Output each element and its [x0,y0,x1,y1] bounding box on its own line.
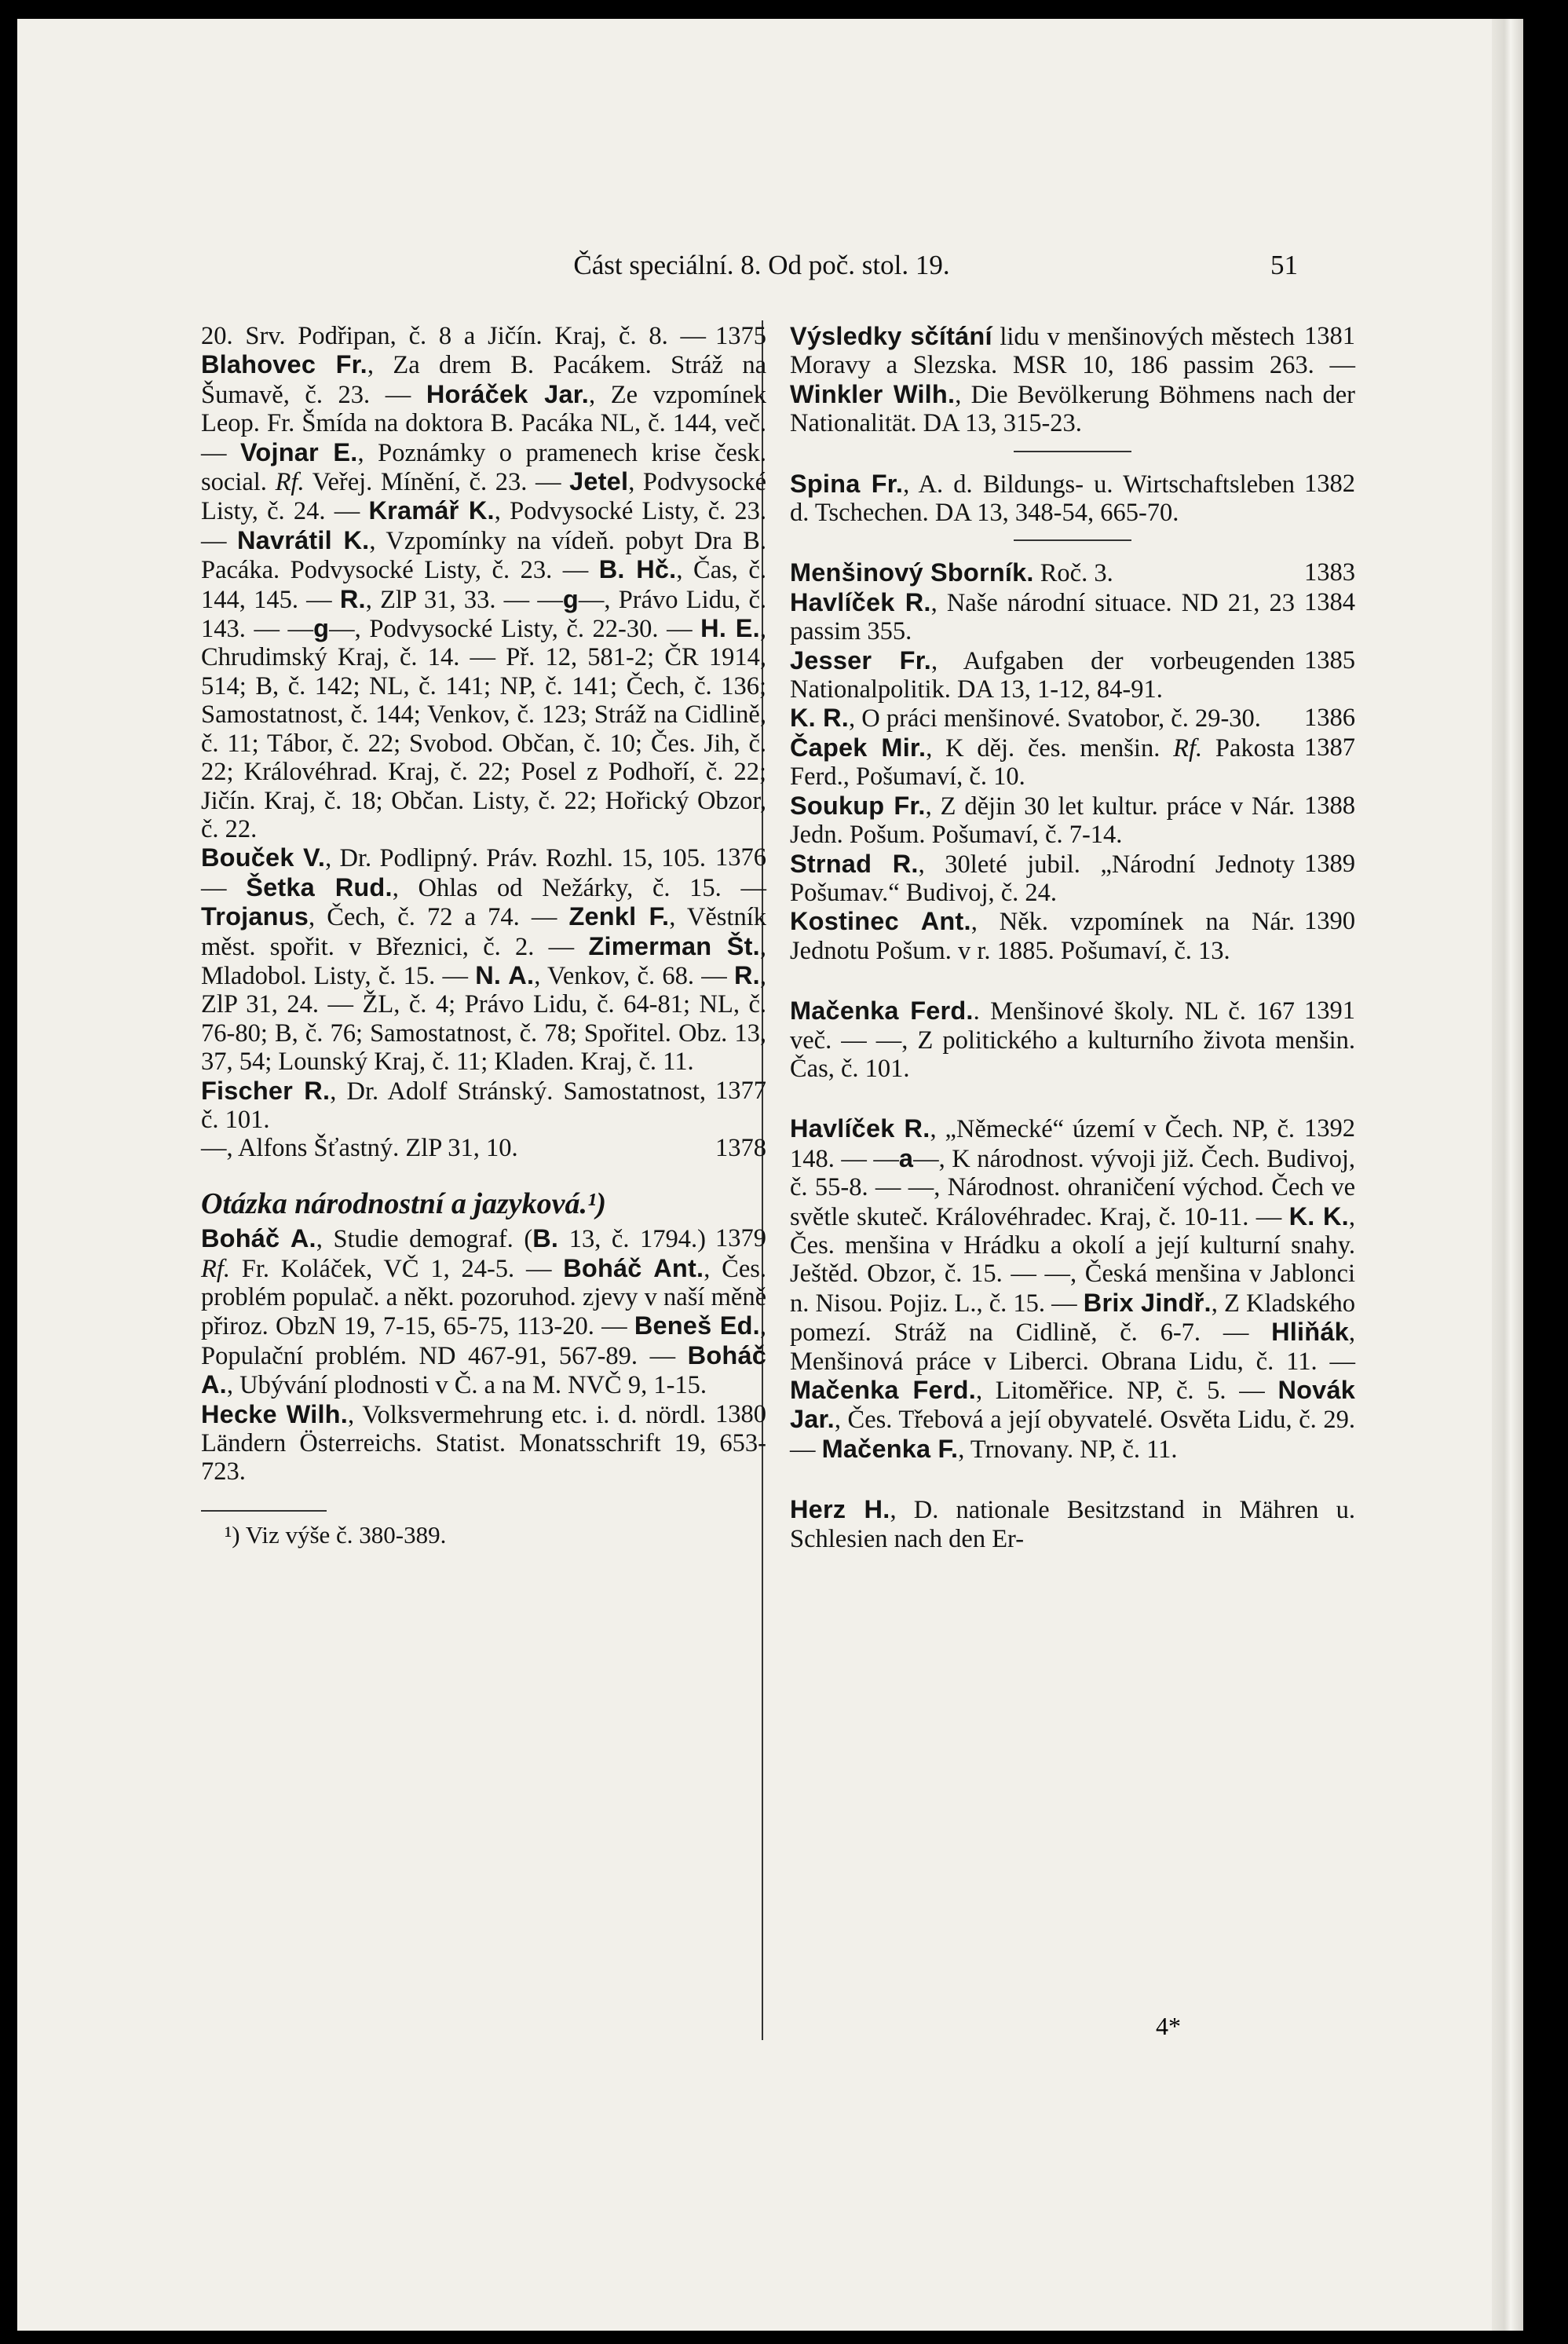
group-gap [790,965,1355,996]
section-entries [201,1224,766,1486]
bibliography-entry [201,1224,766,1399]
entry-text: Mačenka Ferd.. Menšinové školy. NL č. 167 več. — —, Z politického a kulturního života menšin. Čas, č. 101. [790,996,1355,1083]
entry-text: K. R., O práci menšinové. Svatobor, č. 29-30. [790,704,1261,733]
entry-number: 1376 [715,843,766,872]
group-gap [790,1083,1355,1114]
bibliography-entry [790,322,1355,438]
entry-text: 20. Srv. Podřipan, č. 8 a Jičín. Kraj, č. 8. — Blahovec Fr., Za drem B. Pacákem. Stráž na Šumavě, č. 23. — Horáček Jar., Ze vzpomínek Leop. Fr. Šmída na doktora B. Pacáka NL, č. 144, več. — Vojnar E., Poznámky o pramenech krise česk. social. Rf. Veřej. Mínění, č. 23. — Jetel, Podvysocké Listy, č. 24. — Kramář K., Podvysocké Listy, č. 23. — Navrátil K., Vzpomínky na vídeň. pobyt Dra B. Pacáka. Podvysocké Listy, č. 23. — B. Hč., Čas, č. 144, 145. — R., ZlP 31, 33. — —g—, Právo Lidu, č. 143. — —g—, Podvysocké Listy, č. 22-30. — H. E., Chrudimský Kraj, č. 14. — Př. 12, 581-2; ČR 1914, 514; B, č. 142; NL, č. 141; NP, č. 141; Čech, č. 136; Samostatnost, č. 144; Venkov, č. 123; Stráž na Cidlině, č. 11; Tábor, č. 22; Svobod. Občan, č. 10; Čes. Jih, č. 22; Královéhrad. Kraj, č. 22; Posel z Podhoří, č. 22; Jičín. Kraj, č. 18; Občan. Listy, č. 22; Hořický Obzor, č. 22. [201,322,767,843]
footnote-rule [201,1510,327,1512]
entry-number: 1392 [1304,1114,1355,1143]
entry-text: Bouček V., Dr. Podlipný. Práv. Rozhl. 15, 105. — Šetka Rud., Ohlas od Nežárky, č. 15. — Trojanus, Čech, č. 72 a 74. — Zenkl F., Věstník měst. spořit. v Březnici, č. 2. — Zimerman Št., Mladobol. Listy, č. 15. — N. A., Venkov, č. 68. — R., ZlP 31, 24. — ŽL, č. 4; Právo Lidu, č. 64-81; NL, č. 76-80; B, č. 76; Samostatnost, č. 78; Spořitel. Obz. 13, 37, 54; Lounský Kraj, č. 11; Kladen. Kraj, č. 11. [201,843,766,1077]
bibliography-entry [790,558,1355,587]
entry-number: 1389 [1304,849,1355,878]
entry-number: 1378 [715,1134,766,1163]
bibliography-entry [790,588,1355,646]
entry-text: Herz H., D. nationale Besitzstand in Mähren u. Schlesien nach den Er- [790,1495,1356,1553]
bibliography-entry [790,907,1355,965]
entry-text: Fischer R., Dr. Adolf Stránský. Samostatnost, č. 101. [201,1076,706,1134]
bibliography-entry [790,792,1355,850]
footnote: ¹) Viz výše č. 380-389. [225,1520,447,1549]
group-gap [790,1464,1355,1495]
bibliography-entry [201,1134,766,1162]
left-entries [201,322,766,1163]
entry-number: 1383 [1304,558,1355,587]
entry-text: Strnad R., 30leté jubil. „Národní Jednoty Pošumav.“ Budivoj, č. 24. [790,849,1295,907]
entry-number: 1391 [1304,996,1355,1026]
bibliography-entry [790,1495,1355,1553]
bibliography-entry [201,843,766,1076]
signature-mark: 4* [1156,2012,1181,2040]
right-column [790,322,1355,1553]
entry-number: 1381 [1304,322,1355,350]
bibliography-entry [201,322,766,843]
entry-text: Kostinec Ant., Něk. vzpomínek na Nár. Jednotu Pošum. v r. 1885. Pošumaví, č. 13. [790,907,1296,965]
left-column [201,322,766,1549]
bibliography-entry [790,996,1355,1083]
page-number: 51 [1270,250,1298,280]
entry-text: Menšinový Sborník. Roč. 3. [790,558,1113,588]
entry-text: Soukup Fr., Z dějin 30 let kultur. práce v Nár. Jedn. Pošum. Pošumaví, č. 7-14. [790,791,1295,850]
bibliography-entry [201,1400,766,1486]
entry-text: Spina Fr., A. d. Bildungs- u. Wirtschaftsleben d. Tschechen. DA 13, 348-54, 665-70. [790,469,1295,528]
bibliography-entry [201,1077,766,1135]
running-header: Část speciální. 8. Od poč. stol. 19. [573,250,950,280]
entry-number: 1385 [1304,645,1355,675]
entry-text: —, Alfons Šťastný. ZlP 31, 10. [201,1134,518,1163]
group-separator [1014,539,1131,541]
bibliography-entry [790,850,1355,908]
bibliography-entry [790,704,1355,733]
bibliography-entry [790,1114,1355,1464]
bibliography-entry [790,733,1355,792]
entry-number: 1387 [1304,733,1355,762]
page-edge [1492,19,1523,2331]
entry-text: Hecke Wilh., Volksvermehrung etc. i. d. nördl. Ländern Österreichs. Statist. Monatsschrift 19, 653-723. [201,1399,766,1486]
bibliography-entry [790,646,1355,704]
entry-number: 1384 [1304,587,1355,616]
entry-text: Výsledky sčítání lidu v menšinových městech Moravy a Slezska. MSR 10, 186 passim 263. — Winkler Wilh., Die Bevölkerung Böhmens nach der Nationalität. DA 13, 315-23. [790,322,1355,438]
right-groups [790,322,1355,1553]
bibliography-entry [790,470,1355,528]
entry-number: 1382 [1304,469,1355,498]
section-title: Otázka národnostní a jazyková.¹) [201,1187,607,1220]
entry-number: 1388 [1304,791,1355,820]
entry-number: 1375 [715,322,766,350]
entry-number: 1379 [715,1224,766,1253]
entry-number: 1377 [715,1076,766,1105]
entry-text: Boháč A., Studie demograf. (B. 13, č. 1794.) Rf. Fr. Koláček, VČ 1, 24-5. — Boháč Ant., Čes. problém populač. a někt. pozoruhod. zjevy v naší měně přiroz. ObzN 19, 7-15, 65-75, 113-20. — Beneš Ed., Populační problém. ND 467-91, 567-89. — Boháč A., Ubývání plodnosti v Č. a na M. NVČ 9, 1-15. [201,1224,767,1400]
entry-text: Jesser Fr., Aufgaben der vorbeugenden Nationalpolitik. DA 13, 1-12, 84-91. [790,645,1295,704]
entry-number: 1390 [1304,907,1355,936]
entry-number: 1380 [715,1399,766,1428]
entry-text: Havlíček R., Naše národní situace. ND 21, 23 passim 355. [790,587,1295,646]
group-separator [1014,451,1131,452]
entry-text: Havlíček R., „Německé“ území v Čech. NP, č. 148. — —a—, K národnost. vývoji již. Čech. Budivoj, č. 55-8. — —, Národnost. ohraničení východ. Čech ve světle skuteč. Královéhradec. Kraj, č. 10-11. — K. K., Čes. menšina v Hrádku a okolí a její kulturní snahy. Ještěd. Obzor, č. 15. — —, Česká menšina v Jablonci n. Nisou. Pojiz. L., č. 15. — Brix Jindř., Z Kladského pomezí. Stráž na Cidlině, č. 6-7. — Hliňák, Menšinová práce v Liberci. Obrana Lidu, č. 11. — Mačenka Ferd., Litoměřice. NP, č. 5. — Novák Jar., Čes. Třebová a její obyvatelé. Osvěta Lidu, č. 29. — Mačenka F., Trnovany. NP, č. 11. [790,1114,1356,1464]
entry-text: Čapek Mir., K děj. čes. menšin. Rf. Pakosta Ferd., Pošumaví, č. 10. [790,733,1295,792]
entry-number: 1386 [1304,704,1355,733]
